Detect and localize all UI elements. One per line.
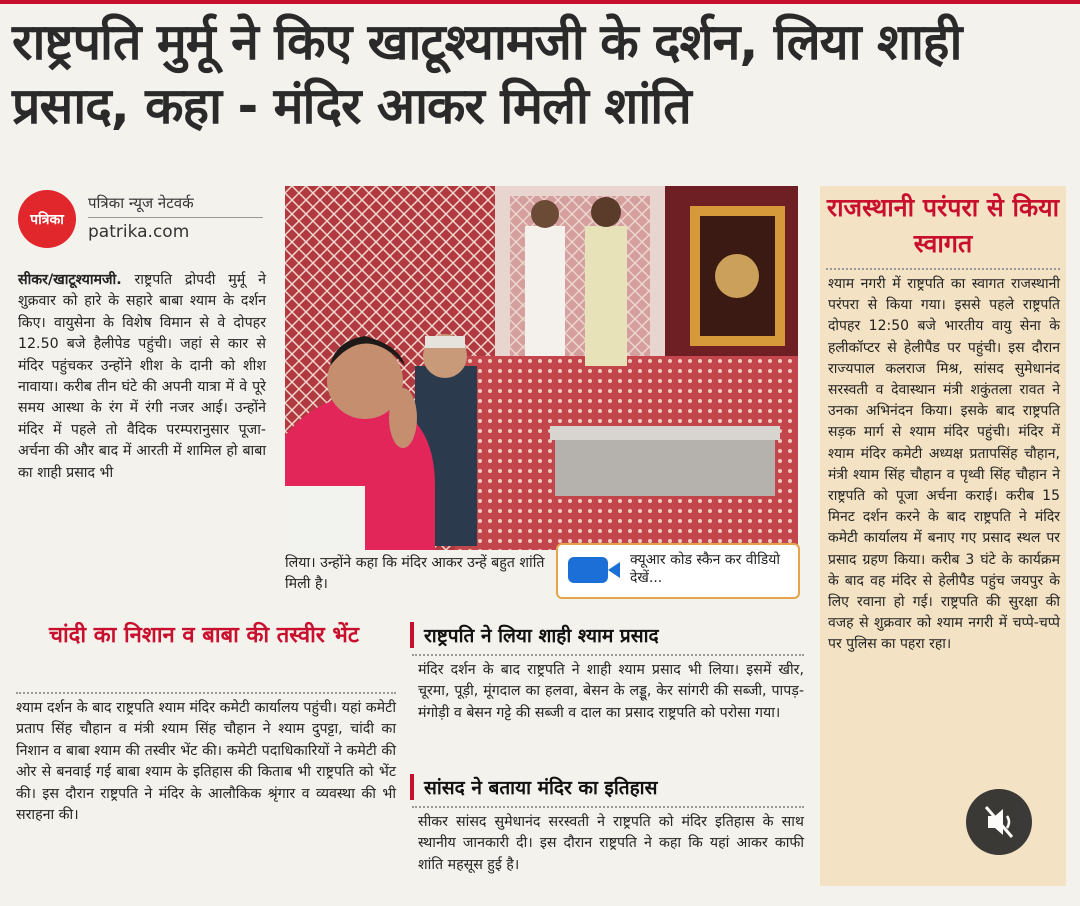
video-camera-icon <box>568 557 608 583</box>
source-network: पत्रिका न्यूज नेटवर्क <box>88 194 194 212</box>
lead-paragraph <box>18 270 266 484</box>
section-prasad-text: मंदिर दर्शन के बाद राष्ट्रपति ने शाही श्याम प्रसाद भी लिया। इसमें खीर, चूरमा, पूड़ी, मूंगदाल का हलवा, बेसन के लड्डू, केर सांगरी की सब्जी, पापड़-मंगोड़ी व बेसन गट्टे की सब्जी व दाल का प्रसाद राष्ट्रपति को परोसा गया। <box>418 662 804 721</box>
sidebar-heading: राजस्थानी परंपरा से किया स्वागत <box>826 193 1060 258</box>
top-red-rule <box>0 0 1080 4</box>
lead-dateline: सीकर/खाटूश्यामजी. <box>18 272 122 288</box>
section-left-text: श्याम दर्शन के बाद राष्ट्रपति श्याम मंदिर कमेटी कार्यालय पहुंची। यहां कमेटी प्रताप सिंह चौहान व मंत्री श्याम सिंह चौहान ने श्याम दुपट्टा, चांदी का निशान व बाबा श्याम की तस्वीर भेंट की। कमेटी पदाधिकारियों ने कमेटी की ओर से बनवाई गई बाबा श्याम के इतिहास की किताब भी राष्ट्रपति को भेंट की। इस दौरान राष्ट्रपति ने मंदिर के आलौकिक श्रृंगार व व्यवस्था की भी सराहना की। <box>16 700 396 824</box>
patrika-logo: पत्रिका <box>18 190 76 248</box>
section-left-divider <box>16 692 396 694</box>
lead-continuation: लिया। उन्होंने कहा कि मंदिर आकर उन्हें बहुत शांति मिली है। <box>285 555 545 593</box>
section-left-heading: चांदी का निशान व बाबा की तस्वीर भेंट <box>49 623 359 648</box>
source-divider <box>88 217 263 218</box>
mute-button[interactable] <box>966 789 1032 855</box>
section-history-heading: सांसद ने बताया मंदिर का इतिहास <box>424 777 658 799</box>
temple-photo-illustration <box>285 186 798 550</box>
section-prasad-heading: राष्ट्रपति ने लिया शाही श्याम प्रसाद <box>424 625 659 647</box>
president-temple-photo <box>285 186 798 550</box>
mute-icon <box>966 789 1032 855</box>
sidebar-text: श्याम नगरी में राष्ट्रपति का स्वागत राजस्थानी परंपरा से किया गया। इससे पहले राष्ट्रपति दोपहर 12:50 बजे भारतीय वायु सेना के हलीकॉप्टर से हेलीपैड पर पहुंची। इस दौरान राज्यपाल कलराज मिश्र, सांसद सुमेधानंद सरस्वती व देवास्थान मंत्री शकुंतला रावत ने उनका अभिनंदन किया। इसके बाद राष्ट्रपति सड़क मार्ग से श्याम मंदिर पहुंची। मंदिर में श्याम मंदिर कमेटी अध्यक्ष प्रतापसिंह चौहान, मंत्री श्याम सिंह चौहान व पृथ्वी सिंह चौहान ने राष्ट्रपति को पूजा अर्चना कराई। करीब 15 मिनट दर्शन करने के बाद राष्ट्रपति ने मंदिर कमेटी कार्यालय में बनाए गए प्रसाद स्थल पर प्रसाद ग्रहण किया। करीब 3 घंटे के कार्यक्रम के बाद वह मंदिर से हेलीपैड पहुंच जयपुर के लिए रवाना हो गई। राष्ट्रपति की सुरक्षा की वजह से शुक्रवार को श्याम नगरी में चप्पे-चप्पे पर पुलिस का पहरा रहा। <box>828 276 1060 653</box>
prasad-divider <box>412 654 804 656</box>
headline: राष्ट्रपति मुर्मू ने किए खाटूश्यामजी के दर्शन, लिया शाही प्रसाद, कहा - मंदिर आकर मिली शांति <box>12 13 962 135</box>
section-history-text: सीकर सांसद सुमेधानंद सरस्वती ने राष्ट्रपति को मंदिर इतिहास के साथ स्थानीय जानकारी दी। इस दौरान राष्ट्रपति ने कहा कि यहां आकर काफी शांति महसूस हुई है। <box>418 814 804 873</box>
qr-video-box[interactable] <box>556 543 800 599</box>
prasad-heading-bar <box>410 622 414 648</box>
history-divider <box>412 806 804 808</box>
sidebar-divider <box>826 268 1060 270</box>
history-heading-bar <box>410 774 414 800</box>
source-website: patrika.com <box>88 222 190 242</box>
lead-text: राष्ट्रपति द्रोपदी मुर्मू ने शुक्रवार को हारे के सहारे बाबा श्याम के दर्शन किए। वायुसेना के विशेष विमान से वे दोपहर 12.50 बजे हैलीपेड पहुंची। जहां से कार से मंदिर पहुंचकर उन्होंने शीश के दानी को शीश नावाया। करीब तीन घंटे की अपनी यात्रा में वे पूरे समय आस्था के रंग में रंगी नजर आई। उन्होंने मंदिर में पहले तो वैदिक परम्परानुसार पूजा-अर्चना की और बाद में आरती में शामिल हो बाबा का शाही प्रसाद भी <box>18 272 266 481</box>
qr-video-text: क्यूआर कोड स्कैन कर वीडियो देखें... <box>630 552 781 586</box>
